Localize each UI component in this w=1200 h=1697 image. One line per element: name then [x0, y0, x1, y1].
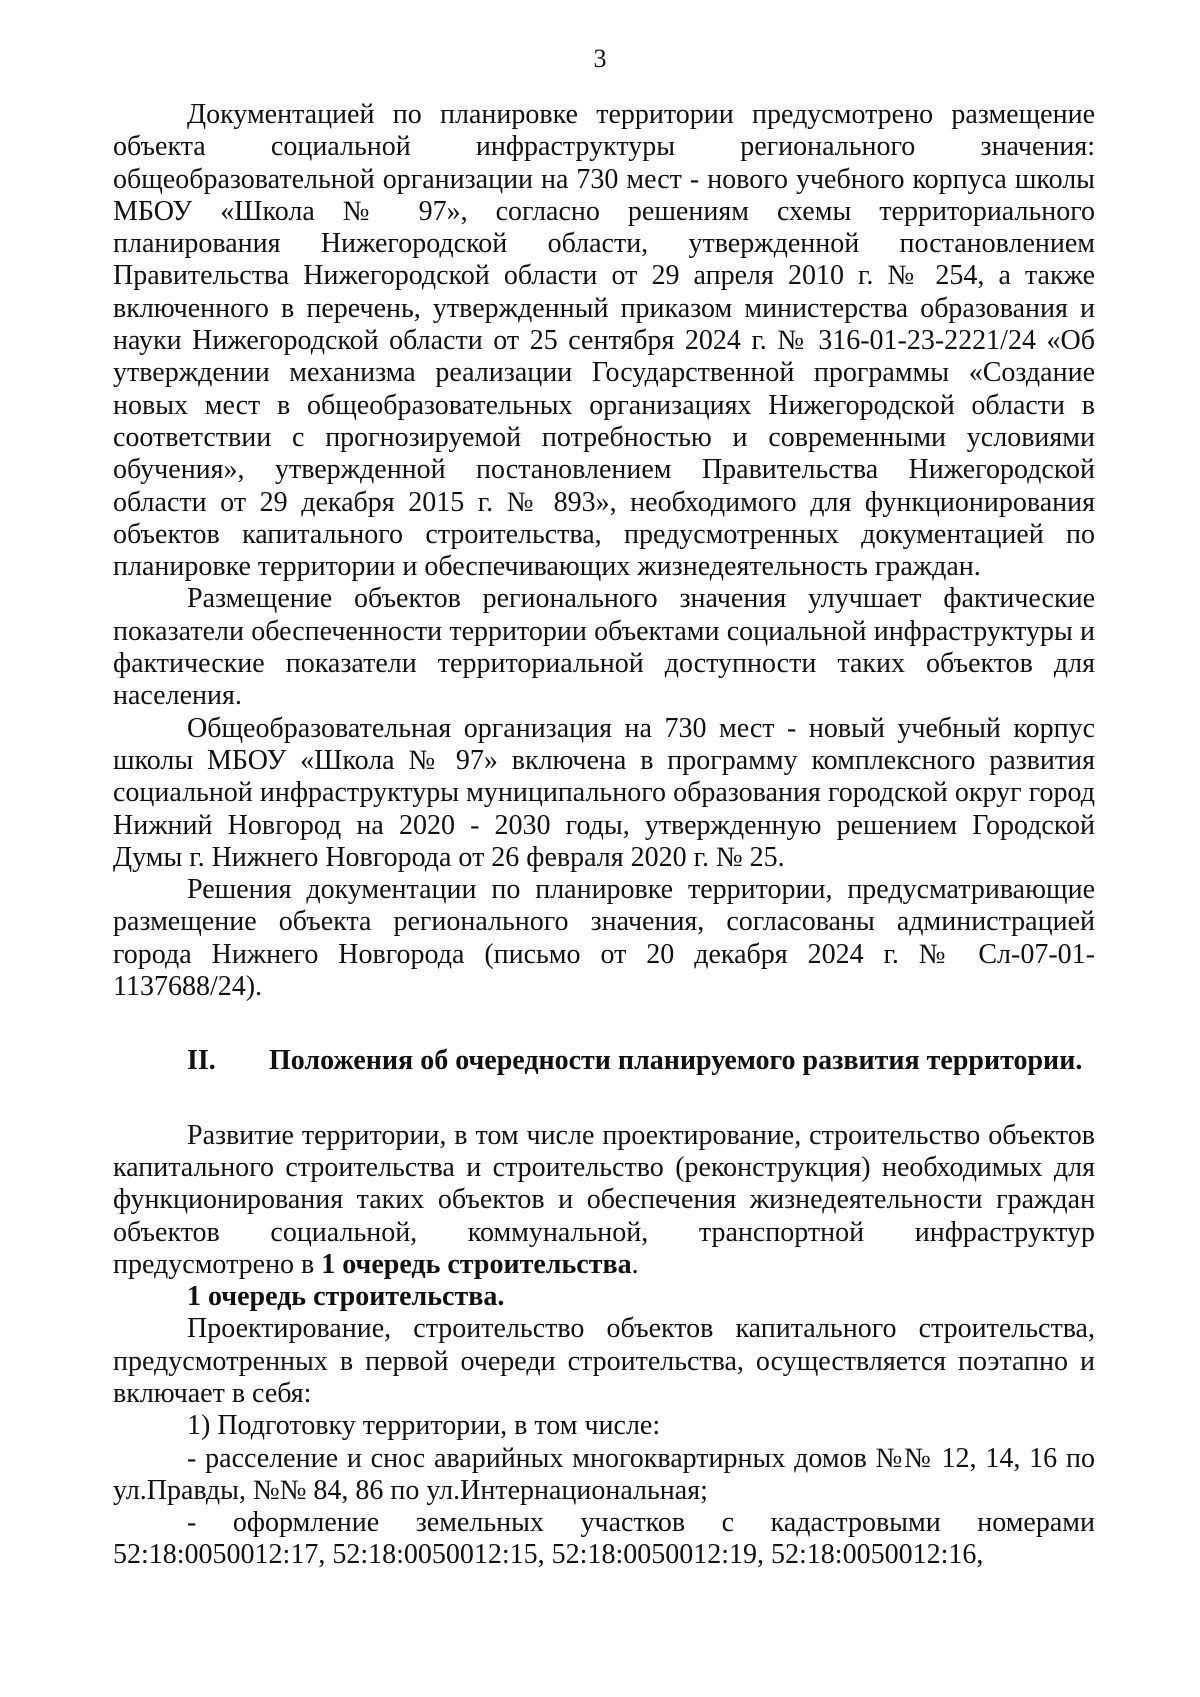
development-order-bold: 1 очередь строительства — [321, 1248, 632, 1280]
section-title: Положения об очередности планируемого развития территории. — [269, 1045, 1083, 1077]
development-order-end: . — [631, 1248, 639, 1280]
paragraph-regional-objects: Размещение объектов регионального значения улучшает фактические показатели обеспеченности территории объектами социальной инфраструктуры и фактические показатели территориальной доступности таких объектов для населения. — [113, 583, 1095, 712]
paragraph-school-program: Общеобразовательная организация на 730 мест - новый учебный корпус школы МБОУ «Школа № 97» включена в программу комплексного развития социальной инфраструктуры муниципального образования городской округ город Нижний Новгород на 2020 - 2030 годы, утвержденную решением Городской Думы г. Нижнего Новгорода от 26 февраля 2020 г. № 25. — [113, 712, 1095, 873]
list-item-demolition: - расселение и снос аварийных многоквартирных домов №№ 12, 14, 16 по ул.Правды, №№ 84, 86 по ул.Интернациональная; — [113, 1442, 1095, 1506]
paragraph-development-order — [113, 1120, 1095, 1281]
list-item-land-plots: - оформление земельных участков с кадастровыми номерами 52:18:0050012:17, 52:18:0050012:15, 52:18:0050012:19, 52:18:0050012:16, — [113, 1507, 1095, 1571]
paragraph-stages: Проектирование, строительство объектов капитального строительства, предусмотренных в первой очереди строительства, осуществляется поэтапно и включает в себя: — [113, 1313, 1095, 1409]
development-order-text: Развитие территории, в том числе проектирование, строительство объектов капитального строительства и строительство (реконструкция) необходимых для функционирования таких объектов и обеспечения жизнедеятельности граждан объектов социальной, коммунальной, транспортной инфраструктур предусмотрено в — [113, 1119, 1095, 1280]
list-item-preparation: 1) Подготовку территории, в том числе: — [187, 1410, 661, 1442]
section-heading — [113, 1045, 1095, 1077]
paragraph-approval: Решения документации по планировке территории, предусматривающие размещение объекта регионального значения, согласованы администрацией города Нижнего Новгорода (письмо от 20 декабря 2024 г. № Сл-07-01-1137688/24). — [113, 874, 1095, 1003]
subheading-first-stage: 1 очередь строительства. — [187, 1281, 505, 1313]
section-number: II. — [187, 1045, 216, 1077]
page-number: 3 — [593, 44, 607, 73]
paragraph-social-infrastructure: Документацией по планировке территории предусмотрено размещение объекта социальной инфраструктуры регионального значения: общеобразовательной организации на 730 мест - нового учебного корпуса школы МБОУ «Школа № 97», согласно решениям схемы территориального планирования Нижегородской области, утвержденной постановлением Правительства Нижегородской области от 29 апреля 2010 г. № 254, а также включенного в перечень, утвержденный приказом министерства образования и науки Нижегородской области от 25 сентября 2024 г. № 316-01-23-2221/24 «Об утверждении механизма реализации Государственной программы «Создание новых мест в общеобразовательных организациях Нижегородской области в соответствии с прогнозируемой потребностью и современными условиями обучения», утвержденной постановлением Правительства Нижегородской области от 29 декабря 2015 г. № 893», необходимого для функционирования объектов капитального строительства, предусмотренных документацией по планировке территории и обеспечивающих жизнедеятельность граждан. — [113, 99, 1095, 583]
document-body — [113, 99, 1095, 1572]
